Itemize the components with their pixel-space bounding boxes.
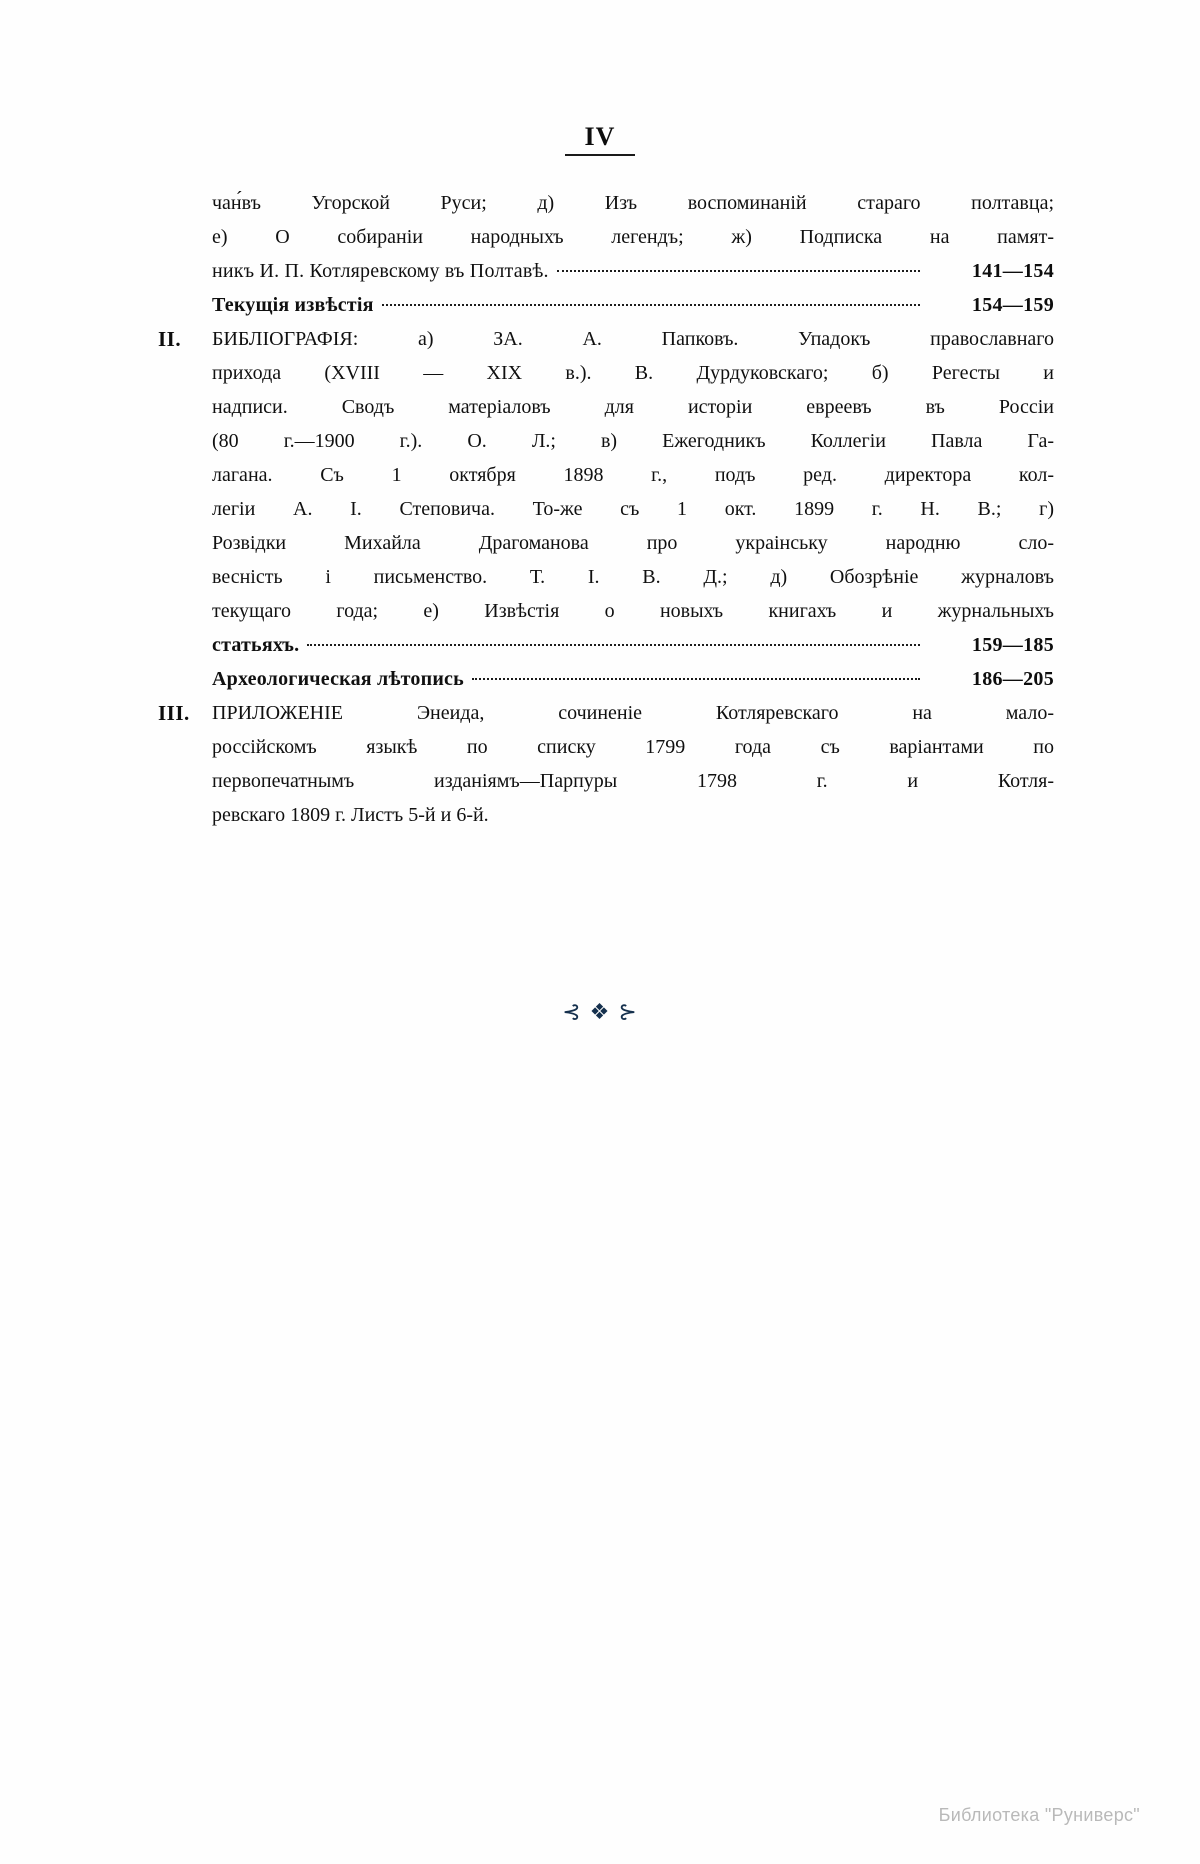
- toc-entry-body: [212, 696, 1054, 832]
- toc-entry-continued: [158, 186, 1054, 288]
- toc-line: [212, 798, 1054, 832]
- toc-line-with-pages: [212, 628, 1054, 662]
- toc-line: [212, 594, 1054, 628]
- toc-line: [212, 696, 1054, 730]
- toc-numeral: III.: [158, 701, 190, 725]
- toc-line: [212, 390, 1054, 424]
- toc-section-label: Археологическая лѣтопись: [212, 668, 464, 690]
- table-of-contents: [158, 186, 1054, 832]
- toc-text: никъ И. П. Котляревскому въ Полтавѣ.: [212, 260, 549, 282]
- library-watermark: Библиотека "Руниверс": [938, 1805, 1140, 1825]
- toc-entry-body: [212, 322, 1054, 662]
- toc-entry-body: [212, 288, 1054, 322]
- toc-line: [212, 560, 1054, 594]
- toc-line: [212, 730, 1054, 764]
- toc-text: чан́въ Угорской Руси; д) Изъ воспоминаній стараго полтавца;: [212, 192, 1054, 214]
- toc-entry-chronicle: [158, 662, 1054, 696]
- toc-text: весність і письменство. Т. І. В. Д.; д) Обозрѣніе журналовъ: [212, 566, 1054, 588]
- toc-text: е) О собираніи народныхъ легендъ; ж) Подписка на памят-: [212, 226, 1054, 248]
- toc-text: прихода (XVIII — XIX в.). В. Дурдуковскаго; б) Регесты и: [212, 362, 1054, 384]
- toc-entry-bibliography: [158, 322, 1054, 662]
- toc-line: [212, 458, 1054, 492]
- toc-page-range: 186—205: [971, 668, 1054, 690]
- toc-entry-body: [212, 186, 1054, 288]
- toc-entry-body: [212, 662, 1054, 696]
- toc-section-heading: БИБЛІОГРАФІЯ: а) ЗА. А. Папковъ. Упадокъ православнаго: [212, 328, 1054, 350]
- toc-text: лагана. Съ 1 октября 1898 г., подъ ред. директора кол-: [212, 464, 1054, 486]
- ornament-divider: ⊰ ❖ ⊱: [562, 1000, 638, 1025]
- toc-entry-current-news: [158, 288, 1054, 322]
- toc-line-with-pages: [212, 288, 1054, 322]
- toc-section-label: Текущія извѣстія: [212, 294, 374, 316]
- folio-rule: [565, 154, 635, 156]
- toc-text: (80 г.—1900 г.). О. Л.; в) Ежегодникъ Коллегіи Павла Га-: [212, 430, 1054, 452]
- toc-line-with-pages: [212, 254, 1054, 288]
- toc-numeral: II.: [158, 327, 182, 351]
- toc-line: [212, 424, 1054, 458]
- toc-entry-appendix: [158, 696, 1054, 832]
- toc-text: статьяхъ.: [212, 634, 300, 656]
- toc-text: легіи А. І. Степовича. То-же съ 1 окт. 1899 г. Н. В.; г): [212, 498, 1054, 520]
- folio-text: IV: [584, 122, 616, 151]
- dot-leader: [382, 304, 920, 306]
- toc-text: Розвідки Михайла Драгоманова про украінську народню сло-: [212, 532, 1054, 554]
- dot-leader: [472, 678, 920, 680]
- toc-page-range: 141—154: [971, 260, 1054, 282]
- toc-line: [212, 492, 1054, 526]
- toc-text: ревскаго 1809 г. Листъ 5-й и 6-й.: [212, 804, 489, 826]
- toc-line: [212, 220, 1054, 254]
- toc-text: россійскомъ языкѣ по списку 1799 года съ варіантами по: [212, 736, 1054, 758]
- toc-line: [212, 322, 1054, 356]
- dot-leader: [307, 644, 920, 646]
- toc-line: [212, 764, 1054, 798]
- toc-text: текущаго года; е) Извѣстія о новыхъ книгахъ и журнальныхъ: [212, 600, 1054, 622]
- toc-text: надписи. Сводъ матеріаловъ для исторіи евреевъ въ Россіи: [212, 396, 1054, 418]
- toc-page-range: 159—185: [971, 634, 1054, 656]
- toc-line-with-pages: [212, 662, 1054, 696]
- toc-text: первопечатнымъ изданіямъ—Парпуры 1798 г. и Котля-: [212, 770, 1054, 792]
- toc-line: [212, 526, 1054, 560]
- toc-line: [212, 186, 1054, 220]
- toc-page-range: 154—159: [971, 294, 1054, 316]
- dot-leader: [557, 270, 920, 272]
- toc-line: [212, 356, 1054, 390]
- toc-section-heading: ПРИЛОЖЕНІЕ Энеида, сочиненіе Котляревскаго на мало-: [212, 702, 1054, 724]
- folio-number: [0, 122, 1200, 156]
